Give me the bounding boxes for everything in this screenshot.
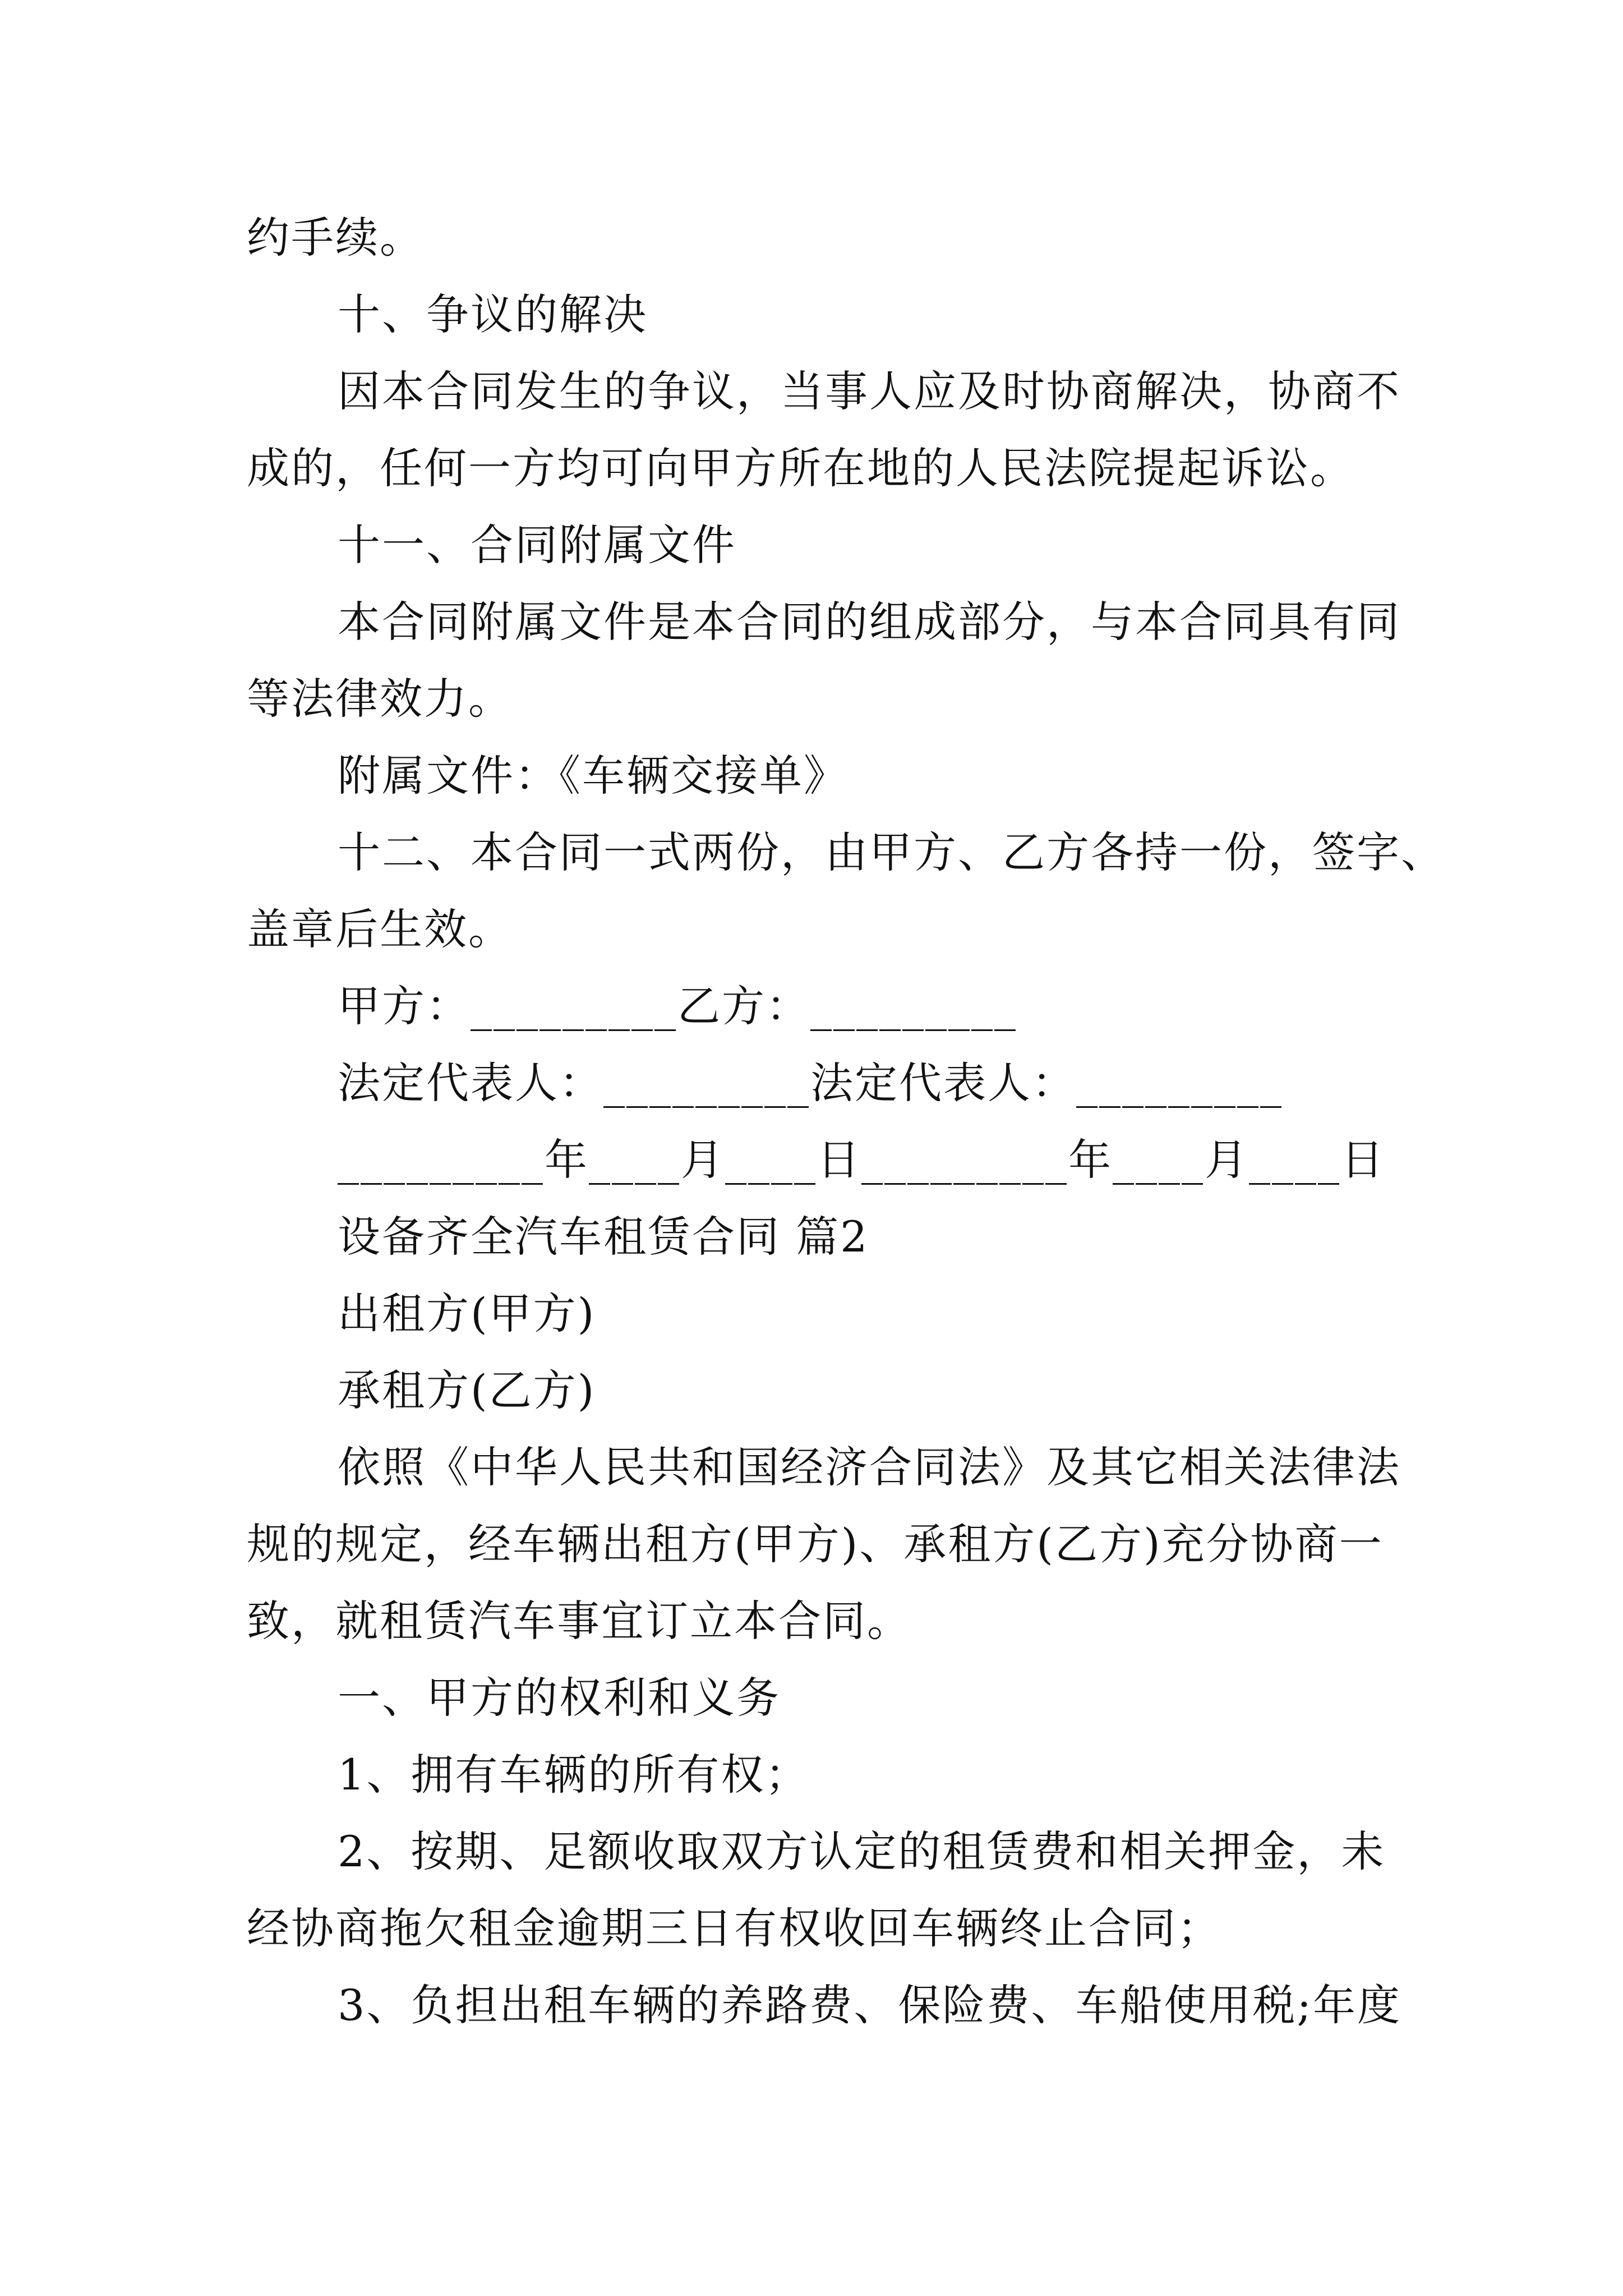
text-line: 本合同附属文件是本合同的组成部分，与本合同具有同: [338, 597, 1401, 647]
text-line: 设备齐全汽车租赁合同 篇2: [338, 1212, 869, 1262]
text-line: 承租方(乙方): [338, 1365, 596, 1415]
text-line: 十、争议的解决: [338, 289, 648, 339]
text-line: 一、甲方的权利和义务: [338, 1673, 781, 1723]
text-line: 依照《中华人民共和国经济合同法》及其它相关法律法: [338, 1442, 1401, 1492]
text-line: 出租方(甲方): [338, 1289, 596, 1338]
text-line: 成的，任何一方均可向甲方所在地的人民法院提起诉讼。: [247, 443, 1354, 493]
text-line: 附属文件：《车辆交接单》: [338, 751, 848, 800]
text-line: 2、按期、足额收取双方认定的租赁费和相关押金，未: [338, 1826, 1386, 1876]
text-line: 盖章后生效。: [247, 904, 513, 954]
text-line: 法定代表人：_________法定代表人：_________: [338, 1058, 1283, 1108]
text-line: _________年____月____日_________年____月____日: [338, 1135, 1385, 1185]
text-line: 经协商拖欠租金逾期三日有权收回车辆终止合同；: [247, 1903, 1221, 1953]
text-line: 因本合同发生的争议，当事人应及时协商解决，协商不: [338, 366, 1401, 416]
text-line: 3、负担出租车辆的养路费、保险费、车船使用税;年度: [338, 1980, 1401, 2030]
document-body: [247, 199, 1445, 2044]
text-line: 等法律效力。: [247, 674, 513, 724]
text-line: 甲方：_________乙方：_________: [338, 981, 1017, 1031]
text-line: 十一、合同附属文件: [338, 520, 736, 570]
text-line: 规的规定，经车辆出租方(甲方)、承租方(乙方)充分协商一: [247, 1519, 1384, 1569]
text-line: 致，就租赁汽车事宜订立本合同。: [247, 1596, 911, 1646]
text-line: 十二、本合同一式两份，由甲方、乙方各持一份，签字、: [338, 827, 1445, 877]
text-line: 约手续。: [247, 213, 424, 263]
text-line: 1、拥有车辆的所有权；: [338, 1750, 810, 1800]
